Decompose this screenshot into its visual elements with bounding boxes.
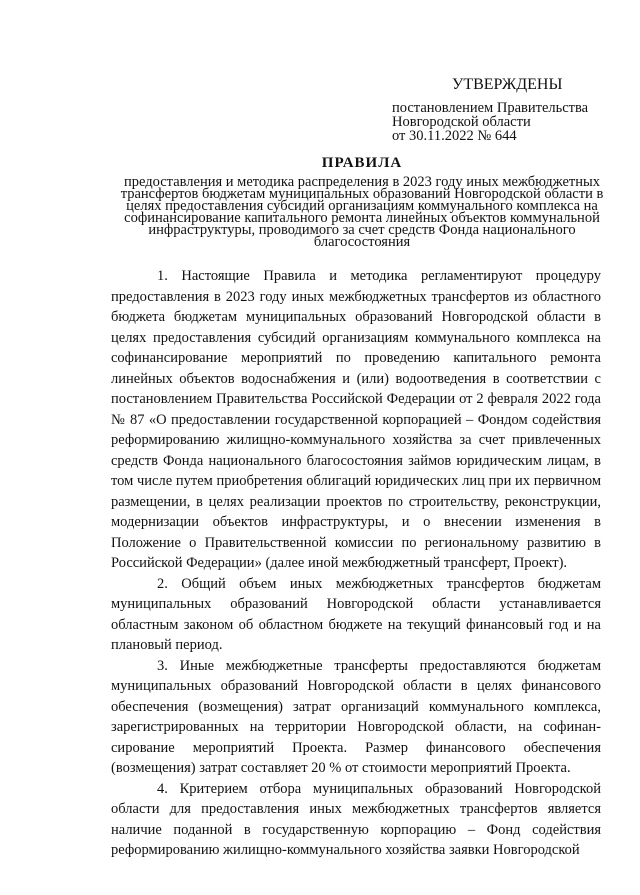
- approval-heading: УТВЕРЖДЕНЫ: [452, 76, 563, 93]
- approval-line-3: от 30.11.2022 № 644: [392, 128, 517, 144]
- paragraph-3: 3. Иные межбюджетные трансферты предоставляются бюджетам муниципальных образований Новгородской области в целях финансового обеспечения (возмещения) затрат организаций коммунального комплекса, зарегистрированных на территории Новгородской области, на софинан-сирование мероприятий Проекта. Размер финансового обеспечения (возмещения) затрат составляет 20 % от стоимости мероприятий Проекта.: [111, 657, 601, 776]
- title-main: ПРАВИЛА: [321, 155, 403, 171]
- document-body: [111, 266, 601, 861]
- paragraph-2: 2. Общий объем иных межбюджетных трансфертов бюджетам муниципальных образований Новгородской области устанавливается областным законом об областном бюджете на текущий финансовый год и на плановый период.: [111, 575, 601, 653]
- paragraph-4: 4. Критерием отбора муниципальных образований Новгородской области для предоставления иных межбюджетных трансфертов является наличие поданной в государственную корпорацию – Фонд содействия реформированию жилищно-коммунального хозяйства заявки Новгородской: [111, 780, 601, 858]
- approval-line-1: постановлением Правительства: [392, 100, 589, 116]
- approval-line-2: Новгородской области: [392, 114, 531, 130]
- title-subtitle: предоставления и методика распределения в 2023 году иных межбюджетных трансфертов бюджетам муниципальных образований Новгородской области в целях предоставления субсидий организациям коммунального комплекса на софинансирование капитального ремонта линейных объектов коммунальной инфраструктуры, проводимого за счет средств Фонда национального благосостояния: [120, 174, 604, 250]
- approval-block: [392, 76, 622, 143]
- document-title: [111, 154, 613, 248]
- paragraph-1: 1. Настоящие Правила и методика регламентируют процедуру предоставления в 2023 году иных межбюджетных трансфертов из областного бюджета бюджетам муниципальных образований Новгородской области в целях предоставления субсидий организациям коммунального комплекса на софинансирование мероприятий по проведению капитального ремонта линейных объектов водоснабжения и (или) водоотведения в соответствии с постановлением Правительства Российской Федерации от 2 февраля 2022 года № 87 «О предоставлении государственной корпорацией – Фондом содействия реформированию жилищно-коммунального хозяйства за счет привлеченных средств Фонда национального благосостояния займов юридическим лицам, в том числе путем приобретения облигаций юридических лиц при их первичном размещении, в целях реализации проектов по строительству, реконструкции, модернизации объектов инфраструктуры, и о внесении изменения в Положение о Правительственной комиссии по региональному развитию в Российской Федерации» (далее иной межбюджетный трансферт, Проект).: [111, 268, 601, 571]
